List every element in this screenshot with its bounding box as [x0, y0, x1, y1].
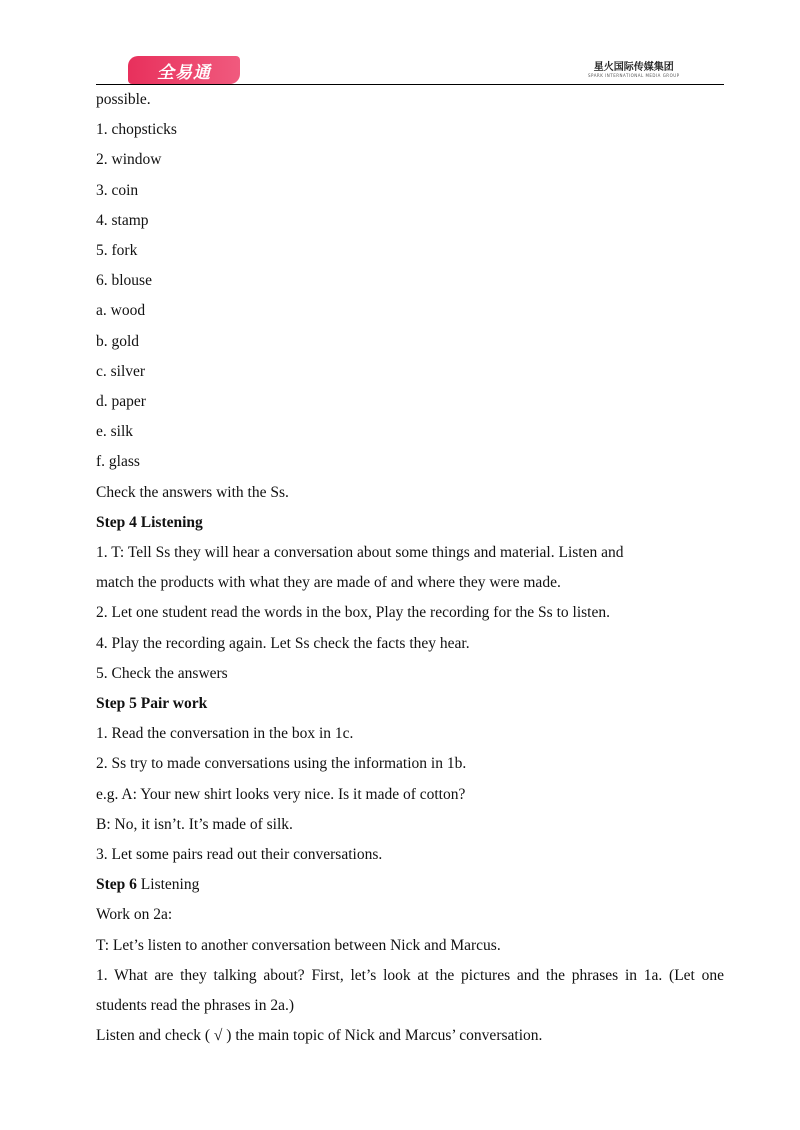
- list-item: 4. stamp: [96, 211, 149, 229]
- text-line: 3. Let some pairs read out their conversations.: [96, 846, 383, 864]
- text-line: Check the answers with the Ss.: [96, 483, 289, 501]
- list-item: b. gold: [96, 332, 140, 350]
- list-item: 1. chopsticks: [96, 121, 177, 139]
- text-line: 2. Let one student read the words in the box, Play the recording for the Ss to listen.: [96, 604, 610, 622]
- text-line: 1. T: Tell Ss they will hear a conversation about some things and material. Listen and: [96, 544, 624, 562]
- text-line: Work on 2a:: [96, 906, 173, 924]
- document-body: [96, 85, 724, 1052]
- step-title: Listening: [136, 876, 200, 894]
- brand-logo: [128, 56, 240, 84]
- step-heading: [96, 870, 724, 900]
- list-item: d. paper: [96, 393, 146, 411]
- text-line: 5. Check the answers: [96, 664, 228, 682]
- text-line: 4. Play the recording again. Let Ss check the facts they hear.: [96, 634, 470, 652]
- text-line: match the products with what they are made of and where they were made.: [96, 574, 561, 592]
- text-line: possible.: [96, 91, 151, 108]
- step-label: Step 6: [96, 876, 137, 894]
- text-line: Listen and check ( √ ) the main topic of Nick and Marcus’ conversation.: [96, 1027, 543, 1045]
- text-line: students read the phrases in 2a.): [96, 997, 294, 1015]
- publisher-name: 星火国际传媒集团: [593, 62, 674, 73]
- list-item: e. silk: [96, 423, 134, 441]
- list-item: a. wood: [96, 302, 146, 320]
- brand-logo-text: 全易通: [157, 62, 211, 83]
- list-item: c. silver: [96, 362, 146, 380]
- list-item: 5. fork: [96, 242, 138, 260]
- step-heading: Step 5 Pair work: [96, 695, 208, 713]
- text-line: B: No, it isn’t. It’s made of silk.: [96, 815, 293, 833]
- text-line: 1. Read the conversation in the box in 1c.: [96, 725, 354, 743]
- publisher-name-en: SPARK INTERNATIONAL MEDIA GROUP: [588, 73, 680, 78]
- publisher-mark: [588, 62, 680, 79]
- list-item: 3. coin: [96, 181, 139, 199]
- text-line: 2. Ss try to made conversations using the information in 1b.: [96, 755, 467, 773]
- list-item: f. glass: [96, 453, 140, 471]
- list-item: 6. blouse: [96, 272, 152, 290]
- text-line: 1. What are they talking about? First, let’s look at the pictures and the phrases in 1a. (Let one: [96, 966, 724, 984]
- text-line: T: Let’s listen to another conversation between Nick and Marcus.: [96, 936, 501, 954]
- text-line: e.g. A: Your new shirt looks very nice. Is it made of cotton?: [96, 785, 466, 803]
- step-heading: Step 4 Listening: [96, 513, 203, 531]
- list-item: 2. window: [96, 151, 162, 169]
